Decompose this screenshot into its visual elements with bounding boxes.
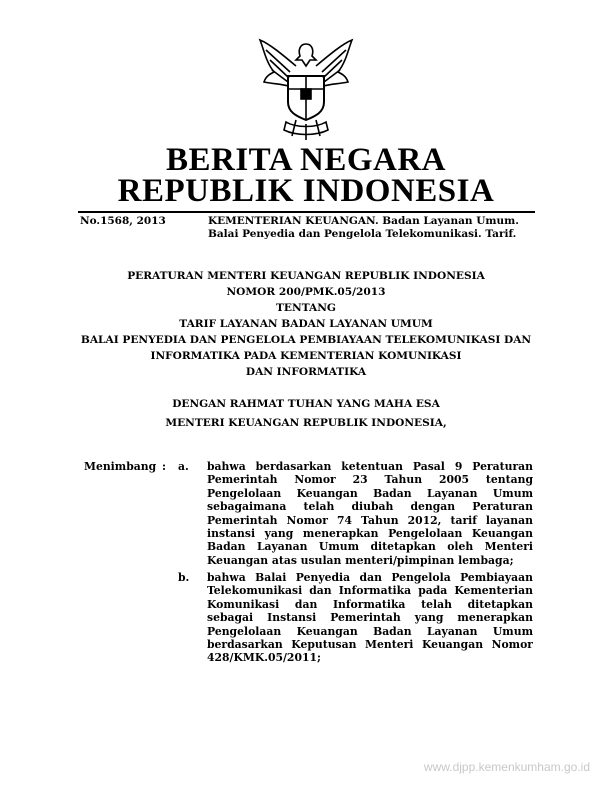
- text-line: Komunikasi dan Informatika telah ditetapkan: [207, 597, 533, 611]
- subject-line: KEMENTERIAN KEUANGAN. Badan Layanan Umum.: [208, 215, 519, 227]
- text-line: Pemerintah Nomor 23 Tahun 2005 tentang: [207, 473, 533, 487]
- text-line: bahwa berdasarkan ketentuan Pasal 9 Peraturan: [207, 460, 533, 473]
- text-line: 428/KMK.05/2011;: [207, 651, 321, 665]
- item-marker: b.: [178, 571, 190, 584]
- text-line: Badan Layanan Umum ditetapkan oleh Menteri: [207, 540, 533, 554]
- text-line: sebagaimana telah diubah dengan Peraturan: [207, 500, 533, 514]
- subject-line: Balai Penyedia dan Pengelola Telekomunikasi. Tarif.: [208, 228, 517, 240]
- menimbang-colon: :: [162, 460, 166, 473]
- garuda-emblem-icon: [256, 36, 356, 142]
- menimbang-item-a: [207, 460, 533, 567]
- heading-line: INFORMATIKA PADA KEMENTERIAN KOMUNIKASI: [150, 350, 462, 362]
- header-rule: [78, 211, 535, 213]
- text-line: bahwa Balai Penyedia dan Pengelola Pembiayaan: [207, 571, 533, 584]
- title-republik-indonesia: REPUBLIK INDONESIA: [117, 173, 495, 209]
- text-line: Telekomunikasi dan Informatika pada Kementerian: [207, 584, 533, 598]
- item-marker: a.: [178, 460, 189, 473]
- text-line: instansi yang menerapkan Pengelolaan Keuangan: [207, 527, 533, 541]
- heading-line: TENTANG: [276, 302, 336, 314]
- text-line: berdasarkan Keputusan Menteri Keuangan Nomor: [207, 638, 533, 652]
- text-line: Keuangan atas usulan menteri/pimpinan lembaga;: [207, 553, 514, 567]
- preamble-line: MENTERI KEUANGAN REPUBLIK INDONESIA,: [165, 417, 447, 429]
- heading-line: BALAI PENYEDIA DAN PENGELOLA PEMBIAYAAN TELEKOMUNIKASI DAN: [80, 334, 532, 346]
- text-line: sebagai Instansi Pemerintah yang menerapkan: [207, 611, 533, 625]
- menimbang-item-b: [207, 571, 533, 665]
- gazette-subject: [208, 215, 519, 241]
- menimbang-label: Menimbang: [84, 460, 157, 473]
- preamble-line: DENGAN RAHMAT TUHAN YANG MAHA ESA: [172, 398, 440, 410]
- text-line: Pengelolaan Keuangan Badan Layanan Umum: [207, 624, 533, 638]
- heading-line: DAN INFORMATIKA: [245, 366, 367, 378]
- gazette-number: No.1568, 2013: [80, 215, 166, 227]
- heading-line: NOMOR 200/PMK.05/2013: [226, 286, 386, 298]
- title-berita-negara: BERITA NEGARA: [165, 142, 447, 178]
- heading-line: PERATURAN MENTERI KEUANGAN REPUBLIK INDONESIA: [127, 270, 485, 282]
- text-line: Pemerintah Nomor 74 Tahun 2012, tarif layanan: [207, 513, 533, 527]
- heading-line: TARIF LAYANAN BADAN LAYANAN UMUM: [179, 318, 433, 330]
- watermark-url: www.djpp.kemenkumham.go.id: [423, 760, 590, 774]
- text-line: Pengelolaan Keuangan Badan Layanan Umum: [207, 486, 533, 500]
